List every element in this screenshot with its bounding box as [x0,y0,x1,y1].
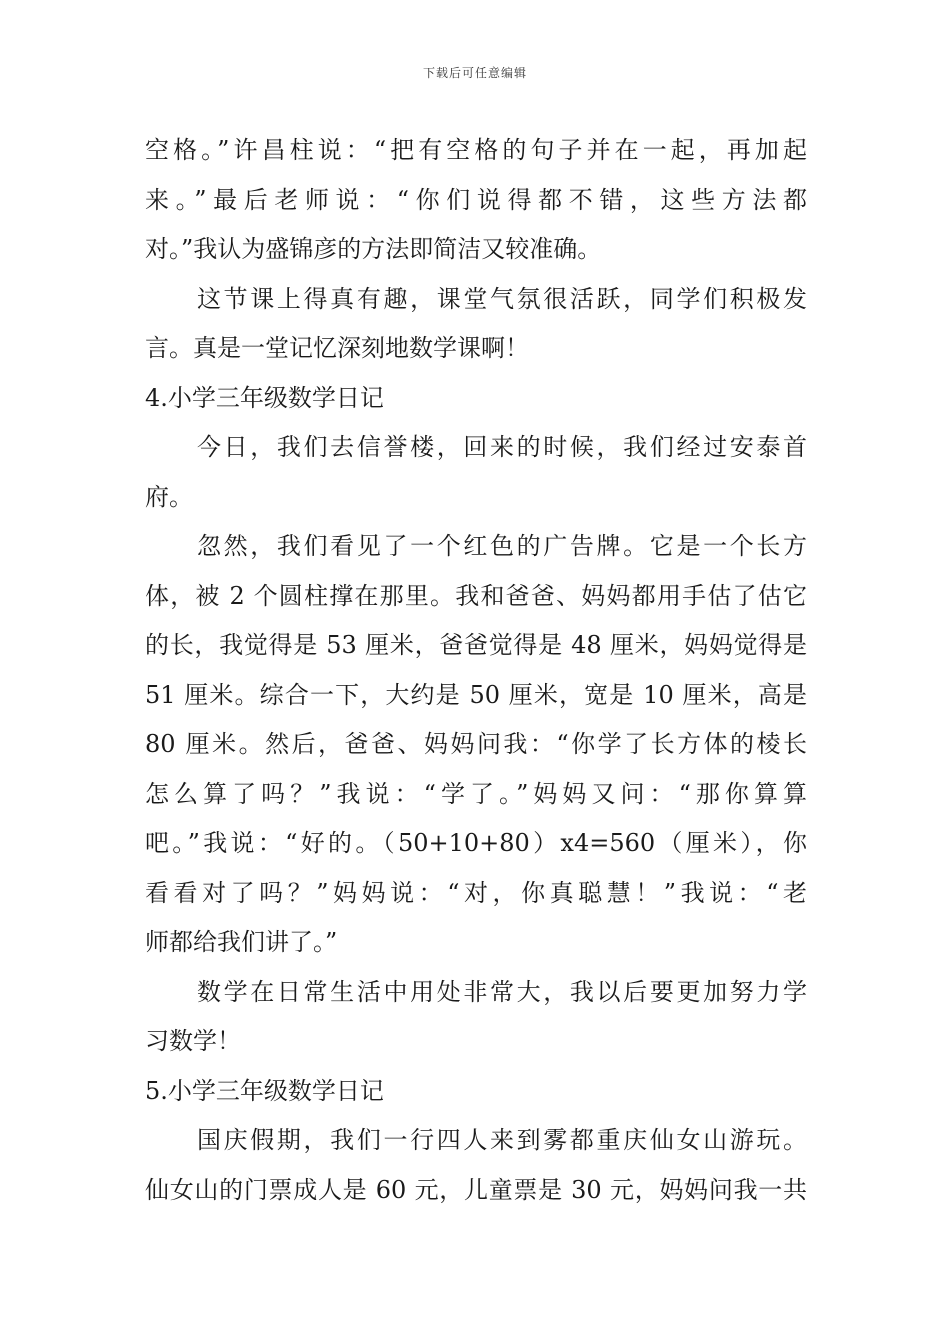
text-line: 府。 [145,482,193,511]
page-header: 下载后可任意编辑 [422,66,527,80]
text-line: 80 厘米。然后，爸爸、妈妈问我：“你学了长方体的棱长 [145,730,807,758]
text-line: 5.小学三年级数学日记 [145,1076,384,1105]
text-line: 数学在日常生活中用处非常大，我以后要更加努力学 [197,977,807,1006]
text-line: 的长，我觉得是 53 厘米，爸爸觉得是 48 厘米，妈妈觉得是 [145,631,807,659]
text-line: 言。真是一堂记忆深刻地数学课啊！ [145,334,529,362]
text-line: 看看对了吗？”妈妈说：“对，你真聪慧！”我说：“老 [145,878,807,907]
text-line: 对。”我认为盛锦彦的方法即简洁又较准确。 [145,235,602,263]
text-line: 51 厘米。综合一下，大约是 50 厘米，宽是 10 厘米，高是 [145,680,807,709]
text-line: 体，被 2 个圆柱撑在那里。我和爸爸、妈妈都用手估了估它 [145,581,807,610]
text-line: 习数学！ [145,1027,241,1055]
text-line: 吧。”我说：“好的。（50+10+80）x4=560（厘米），你 [145,829,807,857]
text-line: 今日，我们去信誉楼，回来的时候，我们经过安泰首 [197,433,807,461]
text-line: 空格。”许昌柱说：“把有空格的句子并在一起，再加起 [145,136,807,164]
text-line: 仙女山的门票成人是 60 元，儿童票是 30 元，妈妈问我一共 [145,1175,807,1204]
text-line: 忽然，我们看见了一个红色的广告牌。它是一个长方 [197,532,807,560]
text-line: 师都给我们讲了。” [145,928,338,956]
document-body [145,126,807,1215]
text-line: 怎么算了吗？”我说：“学了。”妈妈又问：“那你算算 [145,779,807,808]
text-line: 来。”最后老师说：“你们说得都不错，这些方法都 [145,185,807,214]
text-line: 国庆假期，我们一行四人来到雾都重庆仙女山游玩。 [197,1126,807,1154]
text-line: 这节课上得真有趣，课堂气氛很活跃，同学们积极发 [197,284,807,313]
text-line: 4.小学三年级数学日记 [145,383,384,412]
